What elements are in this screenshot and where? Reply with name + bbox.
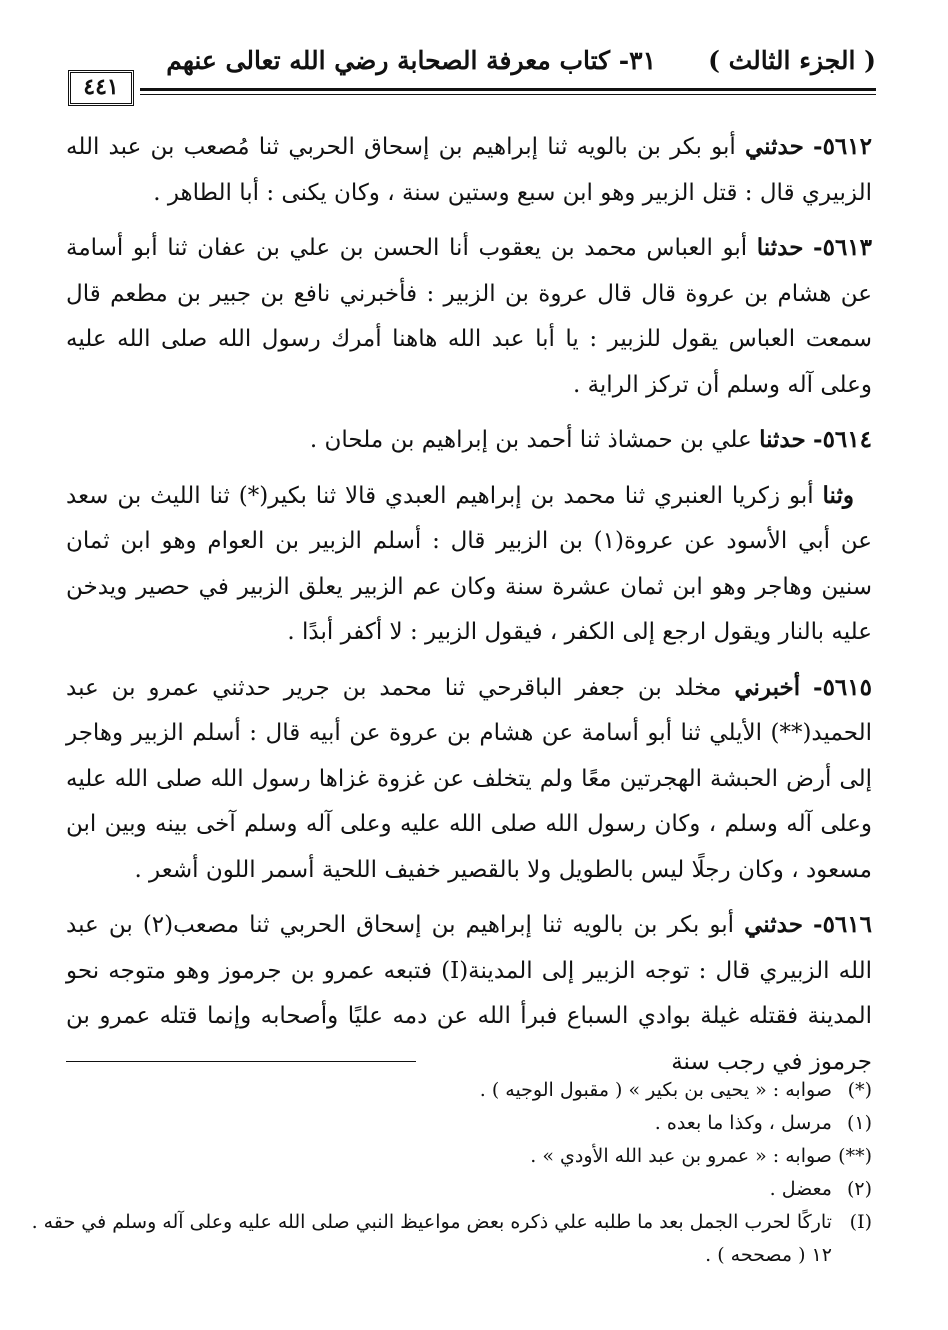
hadith-text: أبو العباس محمد بن يعقوب أنا الحسن بن علي بن عفان ثنا أبو أسامة عن هشام بن عروة قال قال عروة بن الزبير : فأخبرني نافع بن جبير بن مطعم قال سمعت العباس يقول للزبير : يا أبا عبد الله هاهنا أمرك رسول الله صلى الله عليه وعلى آله وسلم أن تركز الراية . [66, 235, 872, 398]
footnote-mark: (١) [846, 1112, 872, 1134]
hadith-number: ٥٦١٥- [813, 673, 872, 701]
hadith-number: ٥٦١٦- [813, 911, 872, 938]
hadith-text: علي بن حمشاذ ثنا أحمد بن إبراهيم بن ملحان . [309, 427, 760, 453]
footnotes [31, 1074, 872, 1272]
narration-keyword: حدثني [744, 911, 803, 938]
footnote-text: صوابه : « عمرو بن عبد الله الأودي » . [530, 1145, 832, 1167]
footnote [66, 1074, 872, 1107]
hadith-number: ٥٦١٤- [813, 426, 872, 453]
main-text [66, 124, 872, 1094]
narration-keyword: وثنا [822, 481, 854, 509]
footnote [66, 1173, 872, 1206]
footnote-text: صوابه : « يحيى بن بكير » ( مقبول الوجيه ) . [479, 1079, 832, 1101]
narration-keyword: حدثنا [759, 426, 806, 453]
page-header [66, 40, 876, 102]
hadith-number: ٥٦١٣- [813, 234, 873, 261]
footnote [66, 1107, 872, 1140]
footnote-text: ١٢ ( مصححه ) . [705, 1244, 832, 1266]
volume-label: ( الجزء الثالث ) [708, 46, 876, 75]
hadith-text: أبو بكر بن بالويه ثنا إبراهيم بن إسحاق الحربي ثنا مصعب(٢) بن عبد الله الزبيري قال : توجه الزبير إلى المدينة(I) فتبعه عمرو بن جرموز وهو متوجه نحو المدينة فقتله غيلة بوادي السباع فبرأ الله عن دمه عليًا وأصحابه وإنما قتله عمرو بن جرموز في رجب سنة [66, 912, 872, 1075]
footnote-mark: (I) [849, 1211, 872, 1233]
footnote [66, 1239, 872, 1272]
narration-keyword: حدثني [745, 133, 804, 160]
hadith-text: مخلد بن جعفر الباقرحي ثنا محمد بن جرير حدثني عمرو بن عبد الحميد(**) الأيلي ثنا أبو أسامة عن هشام بن عروة عن أبيه قال : أسلم الزبير وهاجر إلى أرض الحبشة الهجرتين معًا ولم يتخلف عن غزوة غزاها رسول الله صلى الله عليه وعلى آله وسلم ، وكان رسول الله صلى الله عليه وعلى آله وسلم آخى بينه وبين ابن مسعود ، وكان رجلًا ليس بالطويل ولا بالقصير خفيف اللحية أسمر اللون أشعر . [66, 674, 872, 883]
footnote [31, 1206, 872, 1239]
footnote [66, 1140, 872, 1173]
page-number: ٤٤١ [68, 70, 134, 106]
footnote-text: تاركًا لحرب الجمل بعد ما طلبه علي ذكره بعض مواعيظ النبي صلى الله عليه وعلى آله وسلم في حقه . [31, 1211, 832, 1233]
hadith-paragraph [66, 225, 872, 408]
hadith-paragraph [66, 665, 872, 894]
footnote-mark: (٢) [846, 1178, 872, 1200]
footnote-mark: (**) [838, 1145, 872, 1167]
header-rule-thin [140, 94, 876, 95]
narration-keyword: حدثنا [756, 234, 804, 261]
hadith-text: أبو زكريا العنبري ثنا محمد بن إبراهيم العبدي قالا ثنا بكير(*) ثنا الليث بن سعد عن أبي الأسود عن عروة(١) بن الزبير قال : أسلم الزبير بن العوام وهو ابن ثمان سنين وهاجر وهو ابن ثمان عشرة سنة وكان عم الزبير يعلق الزبير في حصير ويدخن عليه بالنار ويقول ارجع إلى الكفر ، فيقول الزبير : لا أكفر أبدًا . [66, 482, 872, 645]
footnote-text: معضل . [769, 1178, 832, 1200]
header-rule [140, 88, 876, 91]
hadith-paragraph [66, 417, 872, 464]
footnote-text: مرسل ، وكذا ما بعده . [654, 1112, 832, 1134]
hadith-paragraph [66, 902, 872, 1085]
footnote-separator [66, 1061, 416, 1062]
hadith-paragraph [66, 124, 872, 216]
hadith-paragraph [66, 473, 872, 656]
chapter-title: ٣١- كتاب معرفة الصحابة رضي الله تعالى عنهم [166, 46, 656, 75]
hadith-number: ٥٦١٢- [813, 133, 872, 160]
footnote-mark: (*) [847, 1079, 872, 1101]
narration-keyword: أخبرني [734, 673, 801, 701]
hadith-text: أبو بكر بن بالويه ثنا إبراهيم بن إسحاق الحربي ثنا مُصعب بن عبد الله الزبيري قال : قتل الزبير وهو ابن سبع وستين سنة ، وكان يكنى : أبا الطاهر . [66, 134, 872, 206]
